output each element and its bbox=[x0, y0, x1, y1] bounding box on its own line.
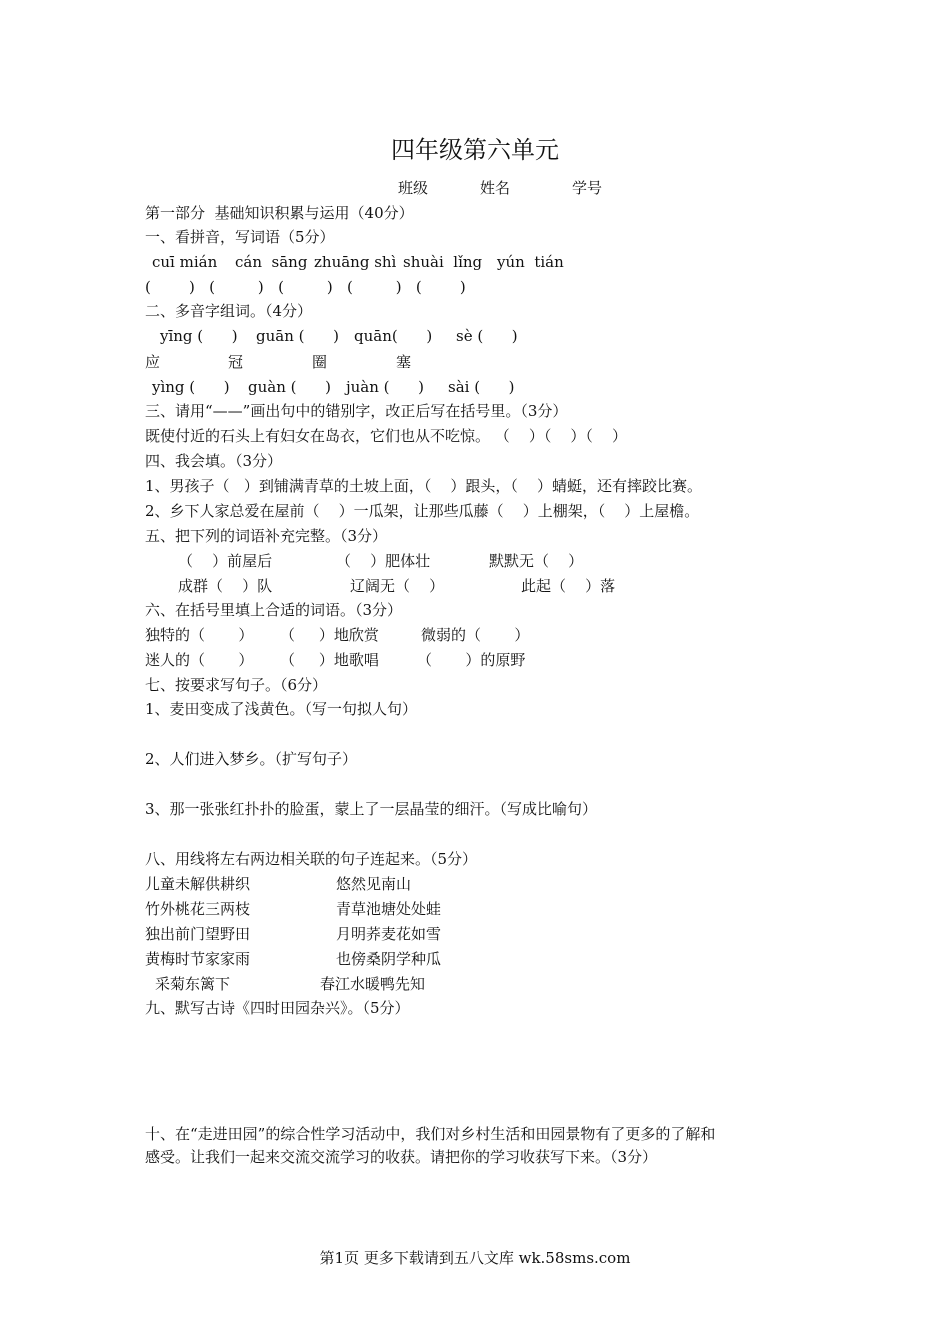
q10-line-2: 感受。让我们一起来交流交流学习的收获。请把你的学习收获写下来。（3分） bbox=[145, 1148, 658, 1166]
q2-pinyin-guan1[interactable]: guān ( ) bbox=[256, 327, 339, 345]
q8-right-5[interactable]: 春江水暖鸭先知 bbox=[320, 975, 426, 993]
q2-pinyin-ying1[interactable]: yīng ( ) bbox=[160, 327, 238, 345]
q2-heading: 二、多音字组词。（4分） bbox=[145, 302, 313, 320]
q1-pinyin-2: cán sāng bbox=[235, 253, 308, 271]
q2-pinyin-sai[interactable]: sài ( ) bbox=[448, 378, 515, 396]
q2-pinyin-quan1[interactable]: quān( ) bbox=[354, 327, 433, 345]
q9-heading: 九、默写古诗《四时田园杂兴》。（5分） bbox=[145, 999, 410, 1017]
q4-line-1[interactable]: 1、男孩子（ ）到铺满青草的土坡上面，（ ）跟头，（ ）蜻蜓，还有摔跤比赛。 bbox=[145, 477, 702, 495]
q5-item-6[interactable]: 此起（ ）落 bbox=[521, 577, 616, 595]
q2-pinyin-se[interactable]: sè ( ) bbox=[456, 327, 518, 345]
q8-right-1[interactable]: 悠然见南山 bbox=[336, 875, 412, 893]
q5-item-4[interactable]: 成群（ ）队 bbox=[178, 577, 273, 595]
q5-item-3[interactable]: 默默无（ ） bbox=[489, 552, 584, 570]
q8-right-3[interactable]: 月明荞麦花如雪 bbox=[336, 925, 442, 943]
q6-item-4[interactable]: 迷人的（ ） bbox=[145, 651, 254, 669]
q2-pinyin-juan[interactable]: juàn ( ) bbox=[346, 378, 424, 396]
q8-left-2[interactable]: 竹外桃花三两枝 bbox=[145, 900, 251, 918]
page-title: 四年级第六单元 bbox=[391, 136, 559, 164]
q1-blanks[interactable]: ( ) ( ) ( ) ( ) ( ) bbox=[145, 278, 466, 296]
q6-item-1[interactable]: 独特的（ ） bbox=[145, 626, 254, 644]
q8-left-3[interactable]: 独出前门望野田 bbox=[145, 925, 251, 943]
q3-heading: 三、请用“——”画出句中的错别字，改正后写在括号里。（3分） bbox=[145, 402, 568, 420]
q7-item-3: 3、那一张张红扑扑的脸蛋，蒙上了一层晶莹的细汗。（写成比喻句） bbox=[145, 800, 598, 818]
q6-item-6[interactable]: （ ）的原野 bbox=[417, 651, 526, 669]
q8-right-4[interactable]: 也傍桑阴学种瓜 bbox=[336, 950, 442, 968]
name-field-label: 姓名 bbox=[480, 179, 511, 197]
q6-item-3[interactable]: 微弱的（ ） bbox=[421, 626, 530, 644]
q1-pinyin-5: yún tián bbox=[497, 253, 564, 271]
q2-pinyin-guan4[interactable]: guàn ( ) bbox=[248, 378, 331, 396]
q1-heading: 一、看拼音，写词语（5分） bbox=[145, 228, 335, 246]
q8-right-2[interactable]: 青草池塘处处蛙 bbox=[336, 900, 442, 918]
q8-heading: 八、用线将左右两边相关联的句子连起来。（5分） bbox=[145, 850, 478, 868]
q6-item-2[interactable]: （ ）地欣赏 bbox=[280, 626, 379, 644]
class-field-label: 班级 bbox=[398, 179, 429, 197]
q4-heading: 四、我会填。（3分） bbox=[145, 452, 283, 470]
q2-pinyin-ying4[interactable]: yìng ( ) bbox=[152, 378, 230, 396]
page-footer: 第1页 更多下载请到五八文库 wk.58sms.com bbox=[319, 1249, 631, 1267]
q2-char-guan: 冠 bbox=[228, 353, 244, 371]
q1-pinyin-4: shuài lǐng bbox=[403, 253, 483, 271]
q6-item-5[interactable]: （ ）地歌唱 bbox=[280, 651, 379, 669]
q4-line-2[interactable]: 2、乡下人家总爱在屋前（ ）一瓜架，让那些瓜藤（ ）上棚架，（ ）上屋檐。 bbox=[145, 502, 700, 520]
q6-heading: 六、在括号里填上合适的词语。（3分） bbox=[145, 601, 403, 619]
q1-pinyin-1: cuī mián bbox=[152, 253, 218, 271]
q8-left-4[interactable]: 黄梅时节家家雨 bbox=[145, 950, 251, 968]
q7-item-2: 2、人们进入梦乡。（扩写句子） bbox=[145, 750, 358, 768]
part1-heading: 第一部分 基础知识积累与运用（40分） bbox=[145, 204, 414, 222]
q3-sentence[interactable]: 既使付近的石头上有妇女在岛衣，它们也从不吃惊。 （ ）（ ）（ ） bbox=[145, 427, 627, 445]
q8-left-5[interactable]: 采菊东篱下 bbox=[155, 975, 231, 993]
q7-heading: 七、按要求写句子。（6分） bbox=[145, 676, 328, 694]
q5-item-1[interactable]: （ ）前屋后 bbox=[178, 552, 273, 570]
student-no-field-label: 学号 bbox=[572, 179, 603, 197]
q10-line-1: 十、在“走进田园”的综合性学习活动中，我们对乡村生活和田园景物有了更多的了解和 bbox=[145, 1125, 716, 1143]
q1-pinyin-3: zhuāng shì bbox=[314, 253, 397, 271]
q2-char-ying: 应 bbox=[145, 353, 161, 371]
q7-item-1: 1、麦田变成了浅黄色。（写一句拟人句） bbox=[145, 700, 418, 718]
q5-heading: 五、把下列的词语补充完整。（3分） bbox=[145, 527, 388, 545]
q2-char-quan: 圈 bbox=[312, 353, 328, 371]
q8-left-1[interactable]: 儿童未解供耕织 bbox=[145, 875, 251, 893]
q5-item-5[interactable]: 辽阔无（ ） bbox=[350, 577, 445, 595]
q5-item-2[interactable]: （ ）肥体壮 bbox=[336, 552, 431, 570]
q2-char-sai: 塞 bbox=[396, 353, 412, 371]
